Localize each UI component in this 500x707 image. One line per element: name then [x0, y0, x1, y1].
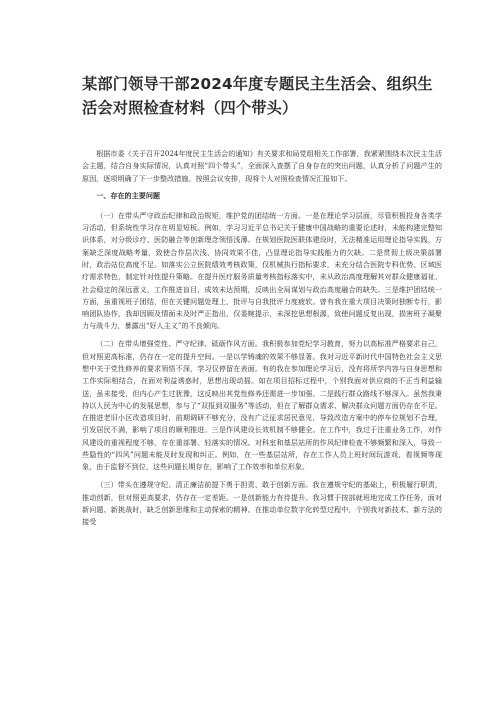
document-title: 某部门领导干部2024年度专题民主生活会、组织生活会对照检查材料（四个带头） — [82, 75, 433, 117]
document-body — [82, 148, 442, 528]
section-heading-problems: 一、存在的主要问题 — [96, 191, 161, 201]
intro-paragraph: 根据市委《关于召开2024年度民主生活会的通知》有关要求和局党组相关工作部署，我紧紧围绕本次民主生活会主题，结合自身实际情况，认真对照“四个带头”，全面深入查摆了自身存在的突出问题，认真分析了问题产生的原因，逐项明确了下一步整改措施。按照会议安排，现将个人对照检查情况汇报如下。 — [82, 149, 442, 183]
paragraph-party-spirit: （二）在带头增强党性、严守纪律、砥砺作风方面。我积极参加党纪学习教育，努力以高标准严格要求自己，但对照更高标准，仍存在一定的提升空间。一是以学铸魂的效果不够显著。我对习近平新时代中国特色社会主义思想中关于党性修养的要求领悟不深，学习仅停留在表面。有的我在参加理论学习后，没有将所学内容与自身思想和工作实际相结合，在面对利益诱惑时，思想出现动摇。如在项目招标过程中，个别我面对供应商的不正当利益输送，虽未接受，但内心产生过犹豫，这反映出其党性修养还需进一步加强。二是践行群众路线不够深入。虽然我秉持以人民为中心的发展思想，参与了“双报到双服务”等活动，但在了解群众需求、解决群众问题方面仍存在不足。在推进老旧小区改造项目时，前期调研不够充分，没有广泛征求居民意见，导致改造方案中的停车位规划不合理，引发居民不满，影响了项目的顺利推进。三是作风建设长效机制不够健全。在工作中，我过于注重业务工作，对作风建设的重视程度不够，存在重部署、轻落实的情况。对科室和基层站所的作风纪律检查不够频繁和深入，导致一些隐性的“四风”问题未能及时发现和纠正。例如，在一些基层站所，存在工作人员上班时间玩游戏、看视频等现象，由于监督不到位，这些问题长期存在，影响了工作效率和单位形象。 — [82, 339, 442, 472]
paragraph-responsibility-innovation: （三）带头在遵规守纪、清正廉洁前提下勇于担责、敢于创新方面。我在遵规守纪的基础上，积极履行职责，推动创新，但对照更高要求，仍存在一定差距。一是创新能力有待提升。我习惯于按部就班地完成工作任务，面对新问题、新挑战时，缺乏创新思维和主动探索的精神。在推动单位数字化转型过程中，个别我对新技术、新方法的接受 — [82, 480, 442, 527]
paragraph-political-discipline: （一）在带头严守政治纪律和政治规矩，维护党的团结统一方面。一是在理论学习层面，尽管积极投身各类学习活动，但系统性学习存在明显短板。例如，学习习近平总书记关于健康中国战略的重要论述时，未能构建完整知识体系，对分级诊疗、医防融合等创新理念领悟浅薄。在规划医院医联体建设时，无法精准运用理论指导实践，方案缺乏深度战略考量，致使合作层次浅、协同效果不佳，凸显理论指导实践能力的欠缺。二是贯彻上级决策部署时，政治站位高度不足。如落实公立医院绩效考核政策，仅机械执行指标要求，未充分结合医院专科优势、区域医疗需求特色，制定针对性提升策略。在提升医疗服务质量考核指标落实中，未从政治高度理解其对群众健康福祉、社会稳定的深远意义，工作推进盲目，成效未达预期，反映出全局谋划与政治高度融合的缺失。三是维护团结统一方面，虽重视班子团结，但在关键问题处理上，批评与自我批评力度疲软。曾有我在重大项目决策时独断专行，影响团队协作，我却因顾及情面未及时严正指出，仅委婉提示，未深挖思想根源，致使问题反复出现，损害班子凝聚力与战斗力，暴露出“好人主义”的不良倾向。 — [82, 210, 442, 331]
